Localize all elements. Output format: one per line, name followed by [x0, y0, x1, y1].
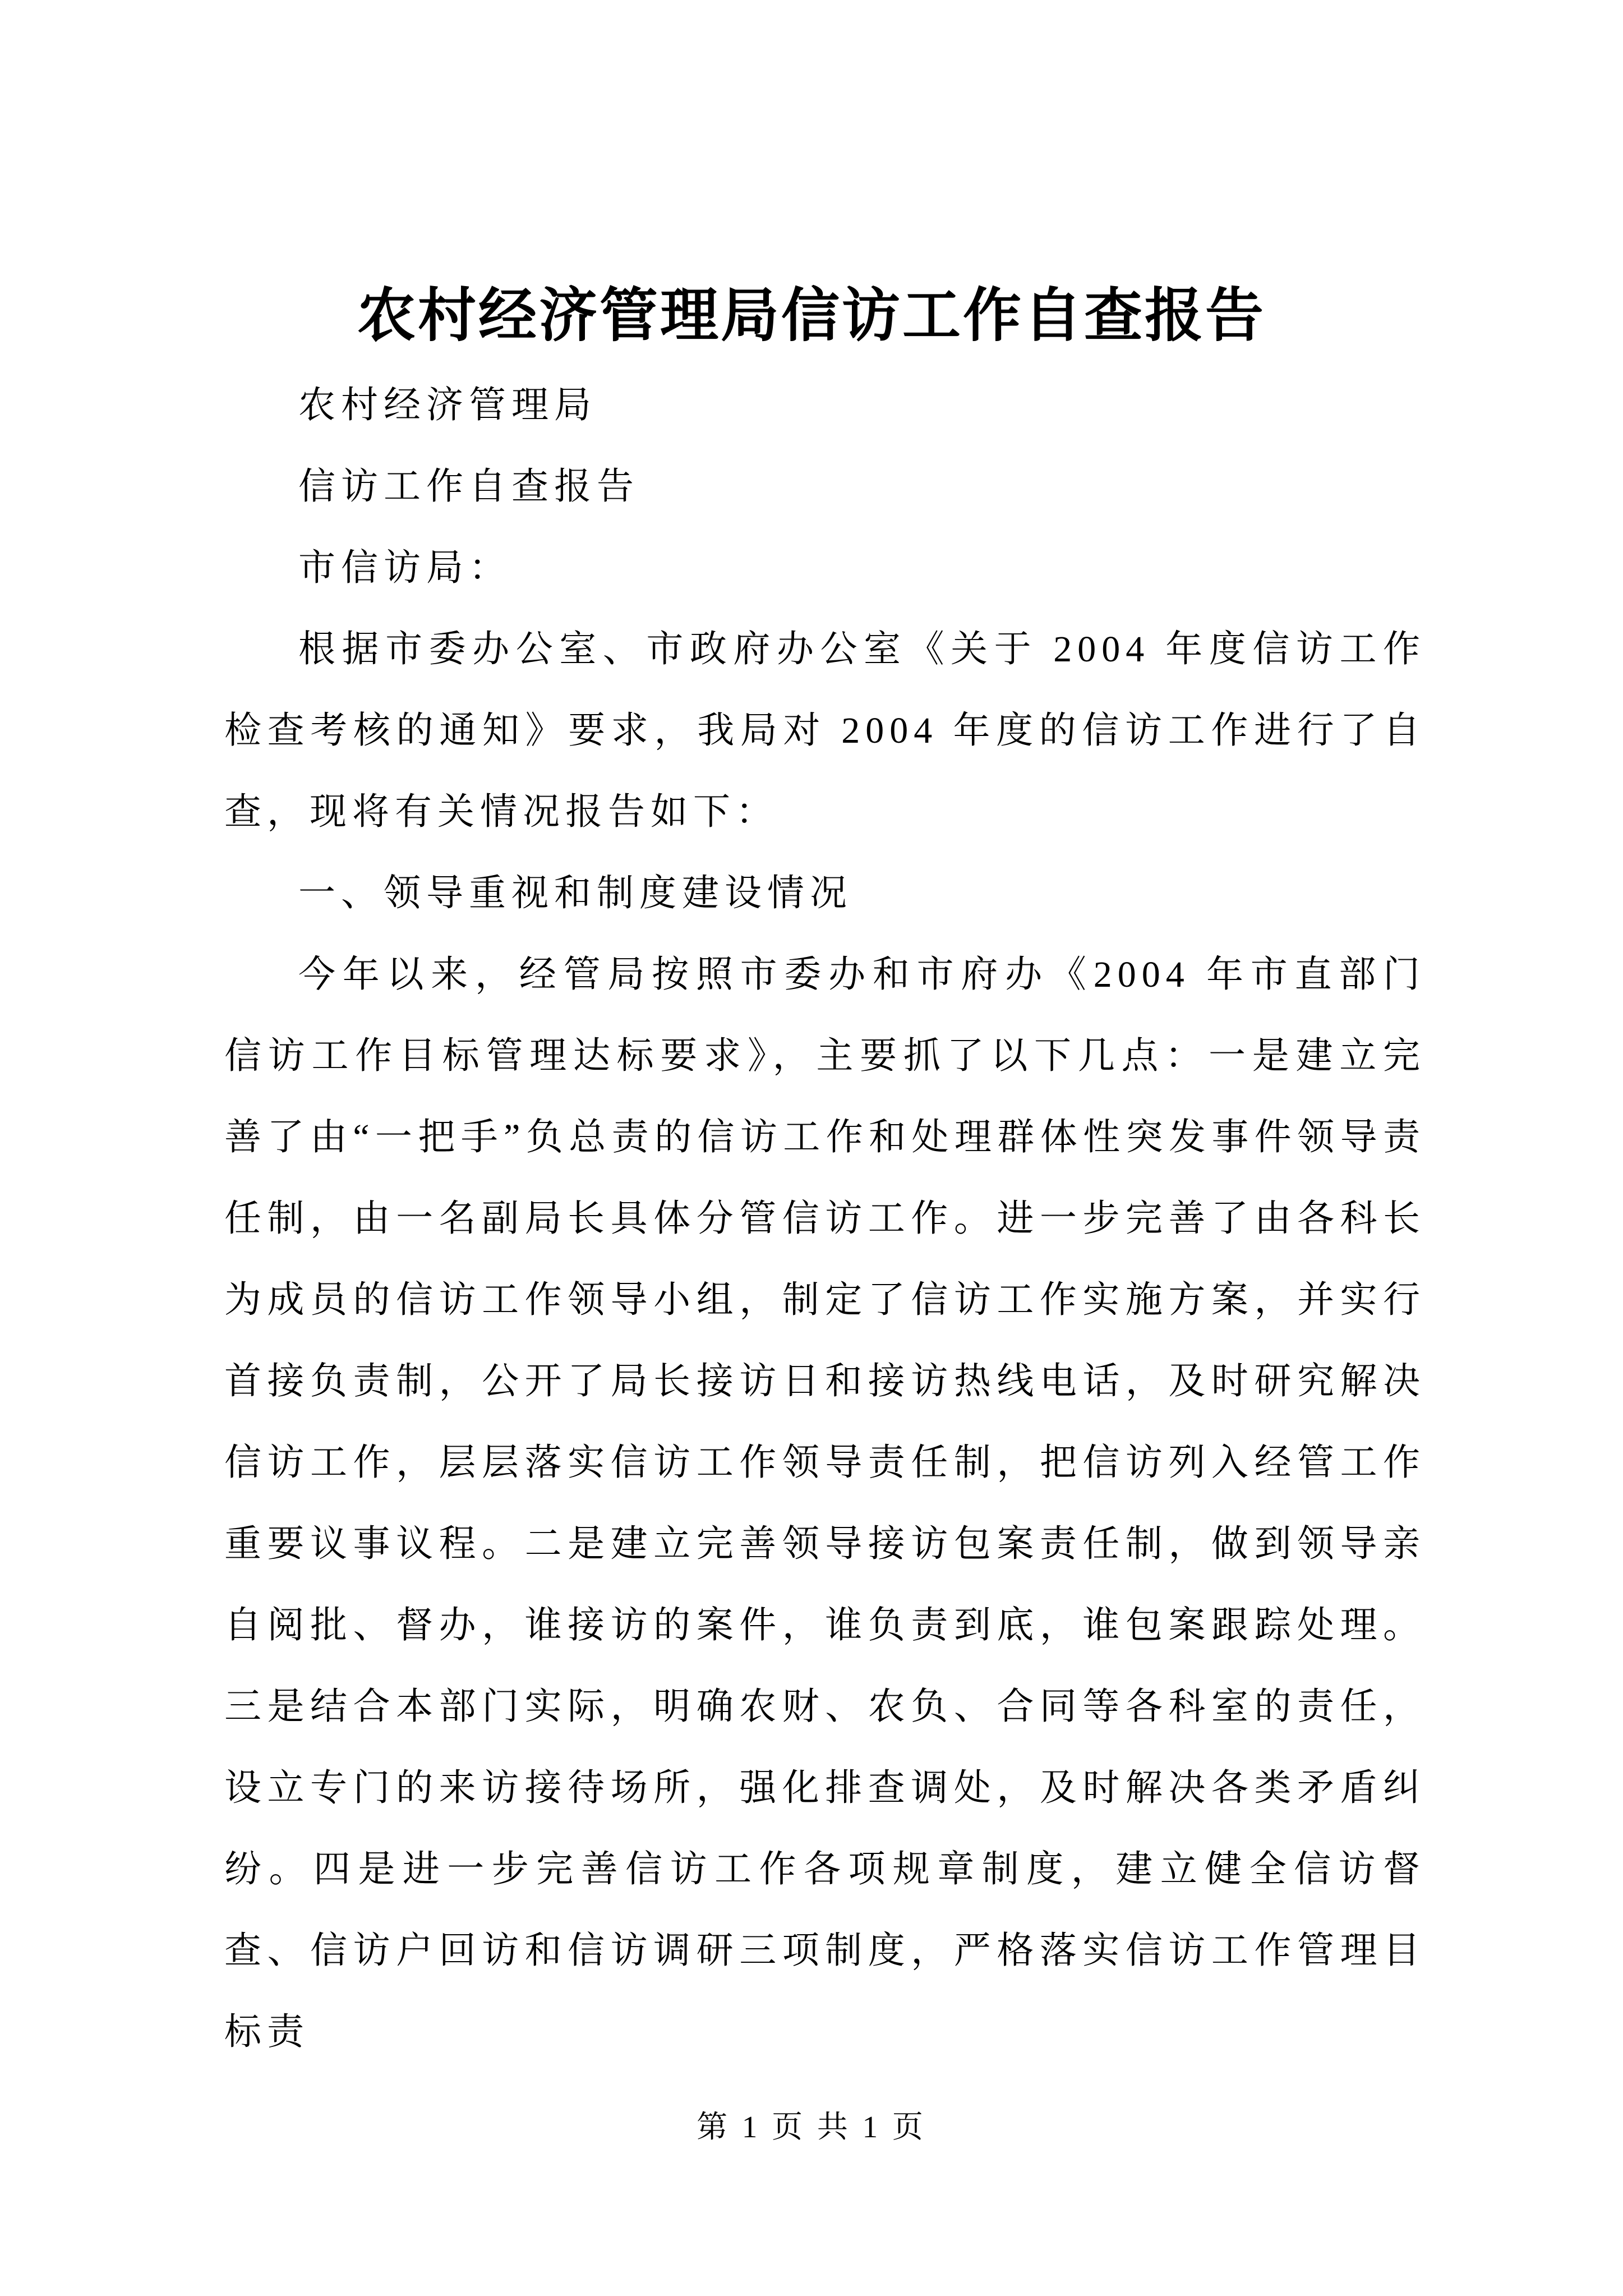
document-title: 农村经济管理局信访工作自查报告	[357, 284, 1266, 348]
paragraph-section-body: 今年以来，经管局按照市委办和市府办《2004 年市直部门信访工作目标管理达标要求》，主要抓了以下几点：一是建立完善了由“一把手”负总责的信访工作和处理群体性突发事件领导责任制，由一名副局长具体分管信访工作。进一步完善了由各科长为成员的信访工作领导小组，制定了信访工作实施方案，并实行首接负责制，公开了局长接访日和接访热线电话，及时研究解决信访工作，层层落实信访工作领导责任制，把信访列入经管工作重要议事议程。二是建立完善领导接访包案责任制，做到领导亲自阅批、督办，谁接访的案件，谁负责到底，谁包案跟踪处理。三是结合本部门实际，明确农财、农负、合同等各科室的责任，设立专门的来访接待场所，强化排查调处，及时解决各类矛盾纠纷。四是进一步完善信访工作各项规章制度，建立健全信访督查、信访户回访和信访调研三项制度，严格落实信访工作管理目标责	[224, 954, 1426, 2053]
page-footer	[0, 2105, 1623, 2150]
page-number-label: 第 1 页 共 1 页	[697, 2110, 926, 2144]
paragraph-intro: 根据市委办公室、市政府办公室《关于 2004 年度信访工作检查考核的通知》要求，我局对 2004 年度的信访工作进行了自查，现将有关情况报告如下：	[224, 629, 1426, 832]
paragraph-section-heading: 一、领导重视和制度建设情况	[298, 873, 852, 914]
paragraph-department-line: 农村经济管理局	[298, 385, 597, 426]
paragraph-addressee: 市信访局：	[298, 547, 511, 588]
paragraph-report-subtitle: 信访工作自查报告	[298, 466, 639, 507]
document-body	[224, 365, 1426, 2073]
